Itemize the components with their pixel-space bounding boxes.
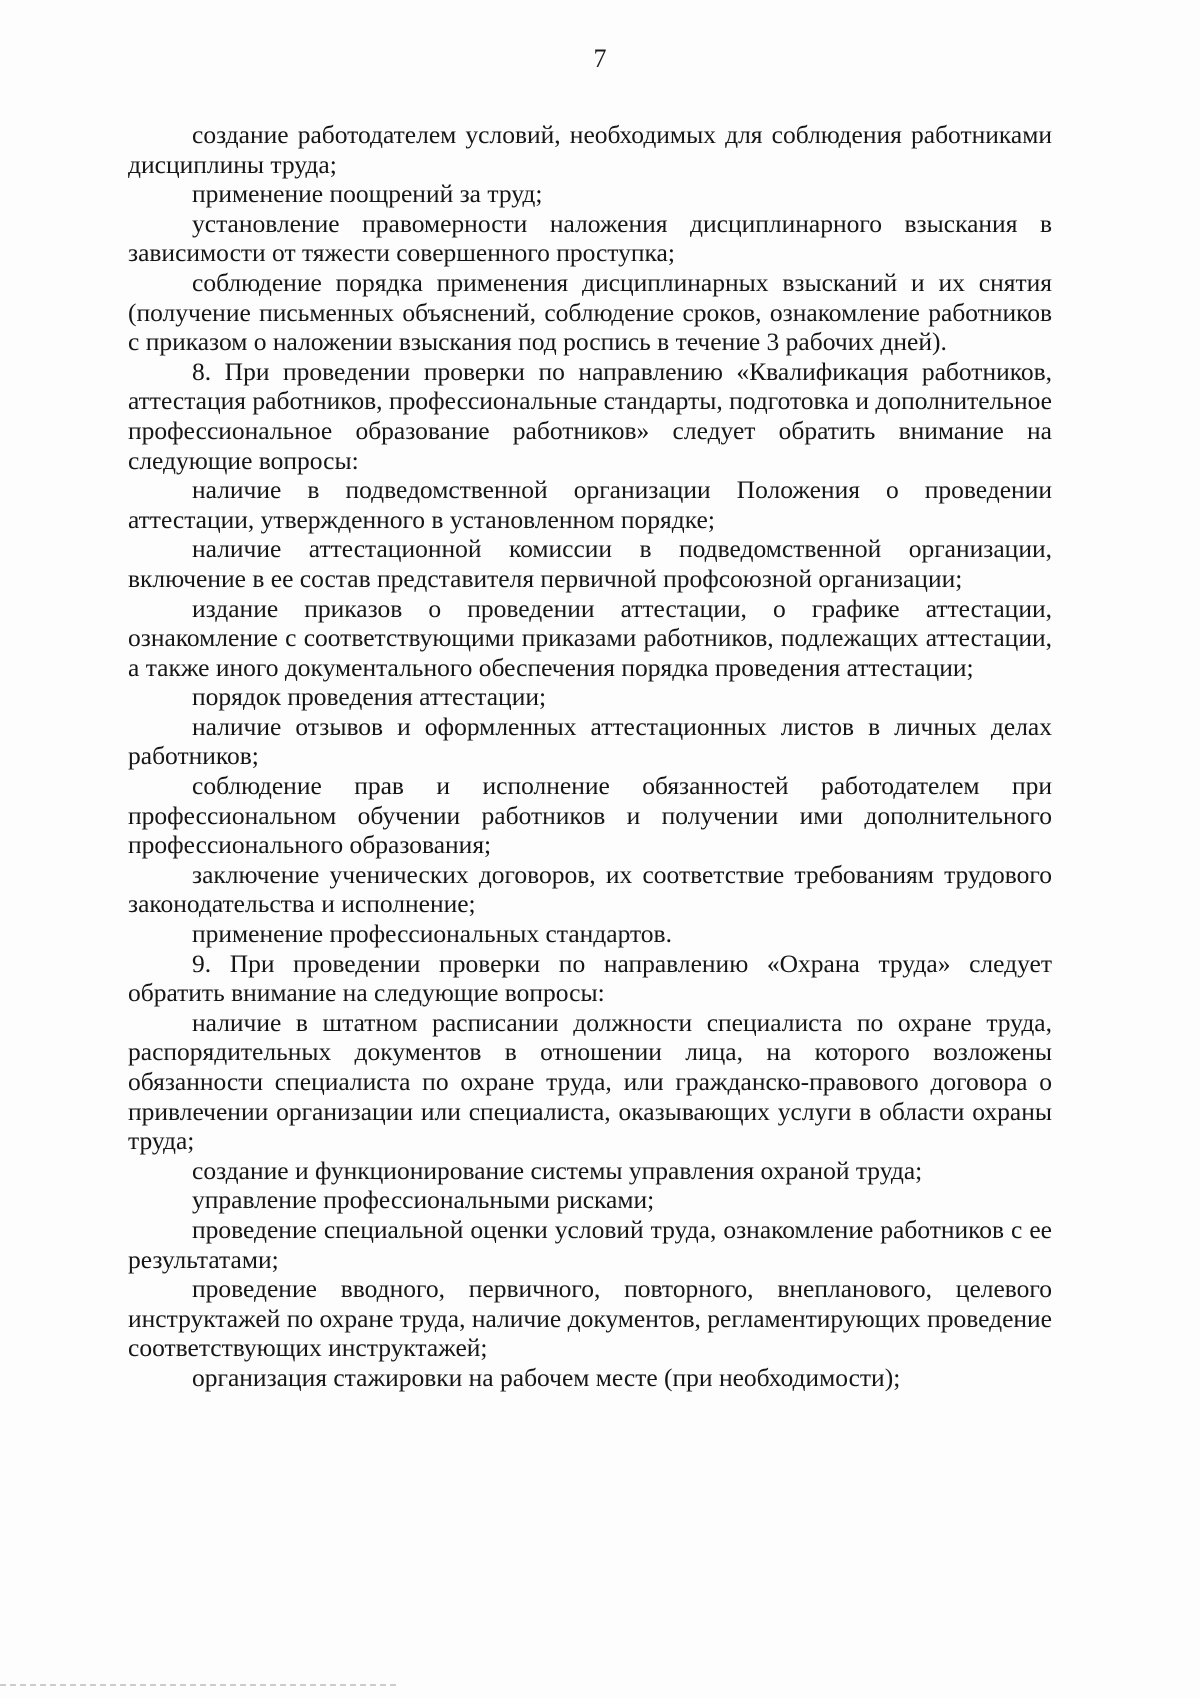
paragraph: применение профессиональных стандартов. bbox=[192, 919, 672, 949]
section-9-paragraph: 9. При проведении проверки по направлению «Охрана труда» следует обратить внимание на следующие вопросы: bbox=[128, 948, 1052, 1008]
section-8-paragraph: 8. При проведении проверки по направлению «Квалификация работников, аттестация работников, профессиональные стандарты, подготовка и дополнительное профессиональное образование работников» следует обратить внимание на следующие вопросы: bbox=[128, 356, 1052, 475]
paragraph: заключение ученических договоров, их соответствие требованиям трудового законодательства и исполнение; bbox=[128, 859, 1052, 919]
paragraph: проведение вводного, первичного, повторного, внепланового, целевого инструктажей по охране труда, наличие документов, регламентирующих проведение соответствующих инструктажей; bbox=[128, 1274, 1052, 1363]
paragraph: создание работодателем условий, необходимых для соблюдения работниками дисциплины труда; bbox=[128, 120, 1052, 179]
paragraph: соблюдение порядка применения дисциплинарных взысканий и их снятия (получение письменных объяснений, соблюдение сроков, ознакомление работников с приказом о наложении взыскания под роспись в течение 3 рабочих дней). bbox=[128, 267, 1052, 357]
paragraph: наличие аттестационной комиссии в подведомственной организации, включение в ее состав представителя первичной профсоюзной организации; bbox=[128, 534, 1052, 593]
page-number: 7 bbox=[593, 44, 607, 73]
paragraph: проведение специальной оценки условий труда, ознакомление работников с ее результатами; bbox=[128, 1214, 1052, 1274]
paragraph: наличие в штатном расписании должности специалиста по охране труда, распорядительных документов в отношении лица, на которого возложены обязанности специалиста по охране труда, или гражданско-правового договора о привлечении организации или специалиста, оказывающих услуги в области охраны труда; bbox=[128, 1007, 1052, 1156]
paragraph: издание приказов о проведении аттестации, о графике аттестации, ознакомление с соответствующими приказами работников, подлежащих аттестации, а также иного документального обеспечения порядка проведения аттестации; bbox=[128, 593, 1052, 682]
document-body bbox=[128, 120, 1052, 1393]
paragraph: создание и функционирование системы управления охраной труда; bbox=[192, 1155, 923, 1185]
paragraph: порядок проведения аттестации; bbox=[192, 682, 547, 712]
paragraph: соблюдение прав и исполнение обязанностей работодателем при профессиональном обучении работников и получении ими дополнительного профессионального образования; bbox=[128, 771, 1052, 860]
paragraph: наличие в подведомственной организации Положения о проведении аттестации, утвержденного в установленном порядке; bbox=[128, 475, 1052, 534]
paragraph: применение поощрений за труд; bbox=[192, 179, 543, 209]
paragraph: установление правомерности наложения дисциплинарного взыскания в зависимости от тяжести совершенного проступка; bbox=[128, 208, 1052, 268]
scan-edge-artifact bbox=[0, 1684, 400, 1686]
paragraph: наличие отзывов и оформленных аттестационных листов в личных делах работников; bbox=[128, 711, 1052, 771]
paragraph: управление профессиональными рисками; bbox=[192, 1185, 655, 1215]
paragraph: организация стажировки на рабочем месте (при необходимости); bbox=[192, 1362, 901, 1392]
